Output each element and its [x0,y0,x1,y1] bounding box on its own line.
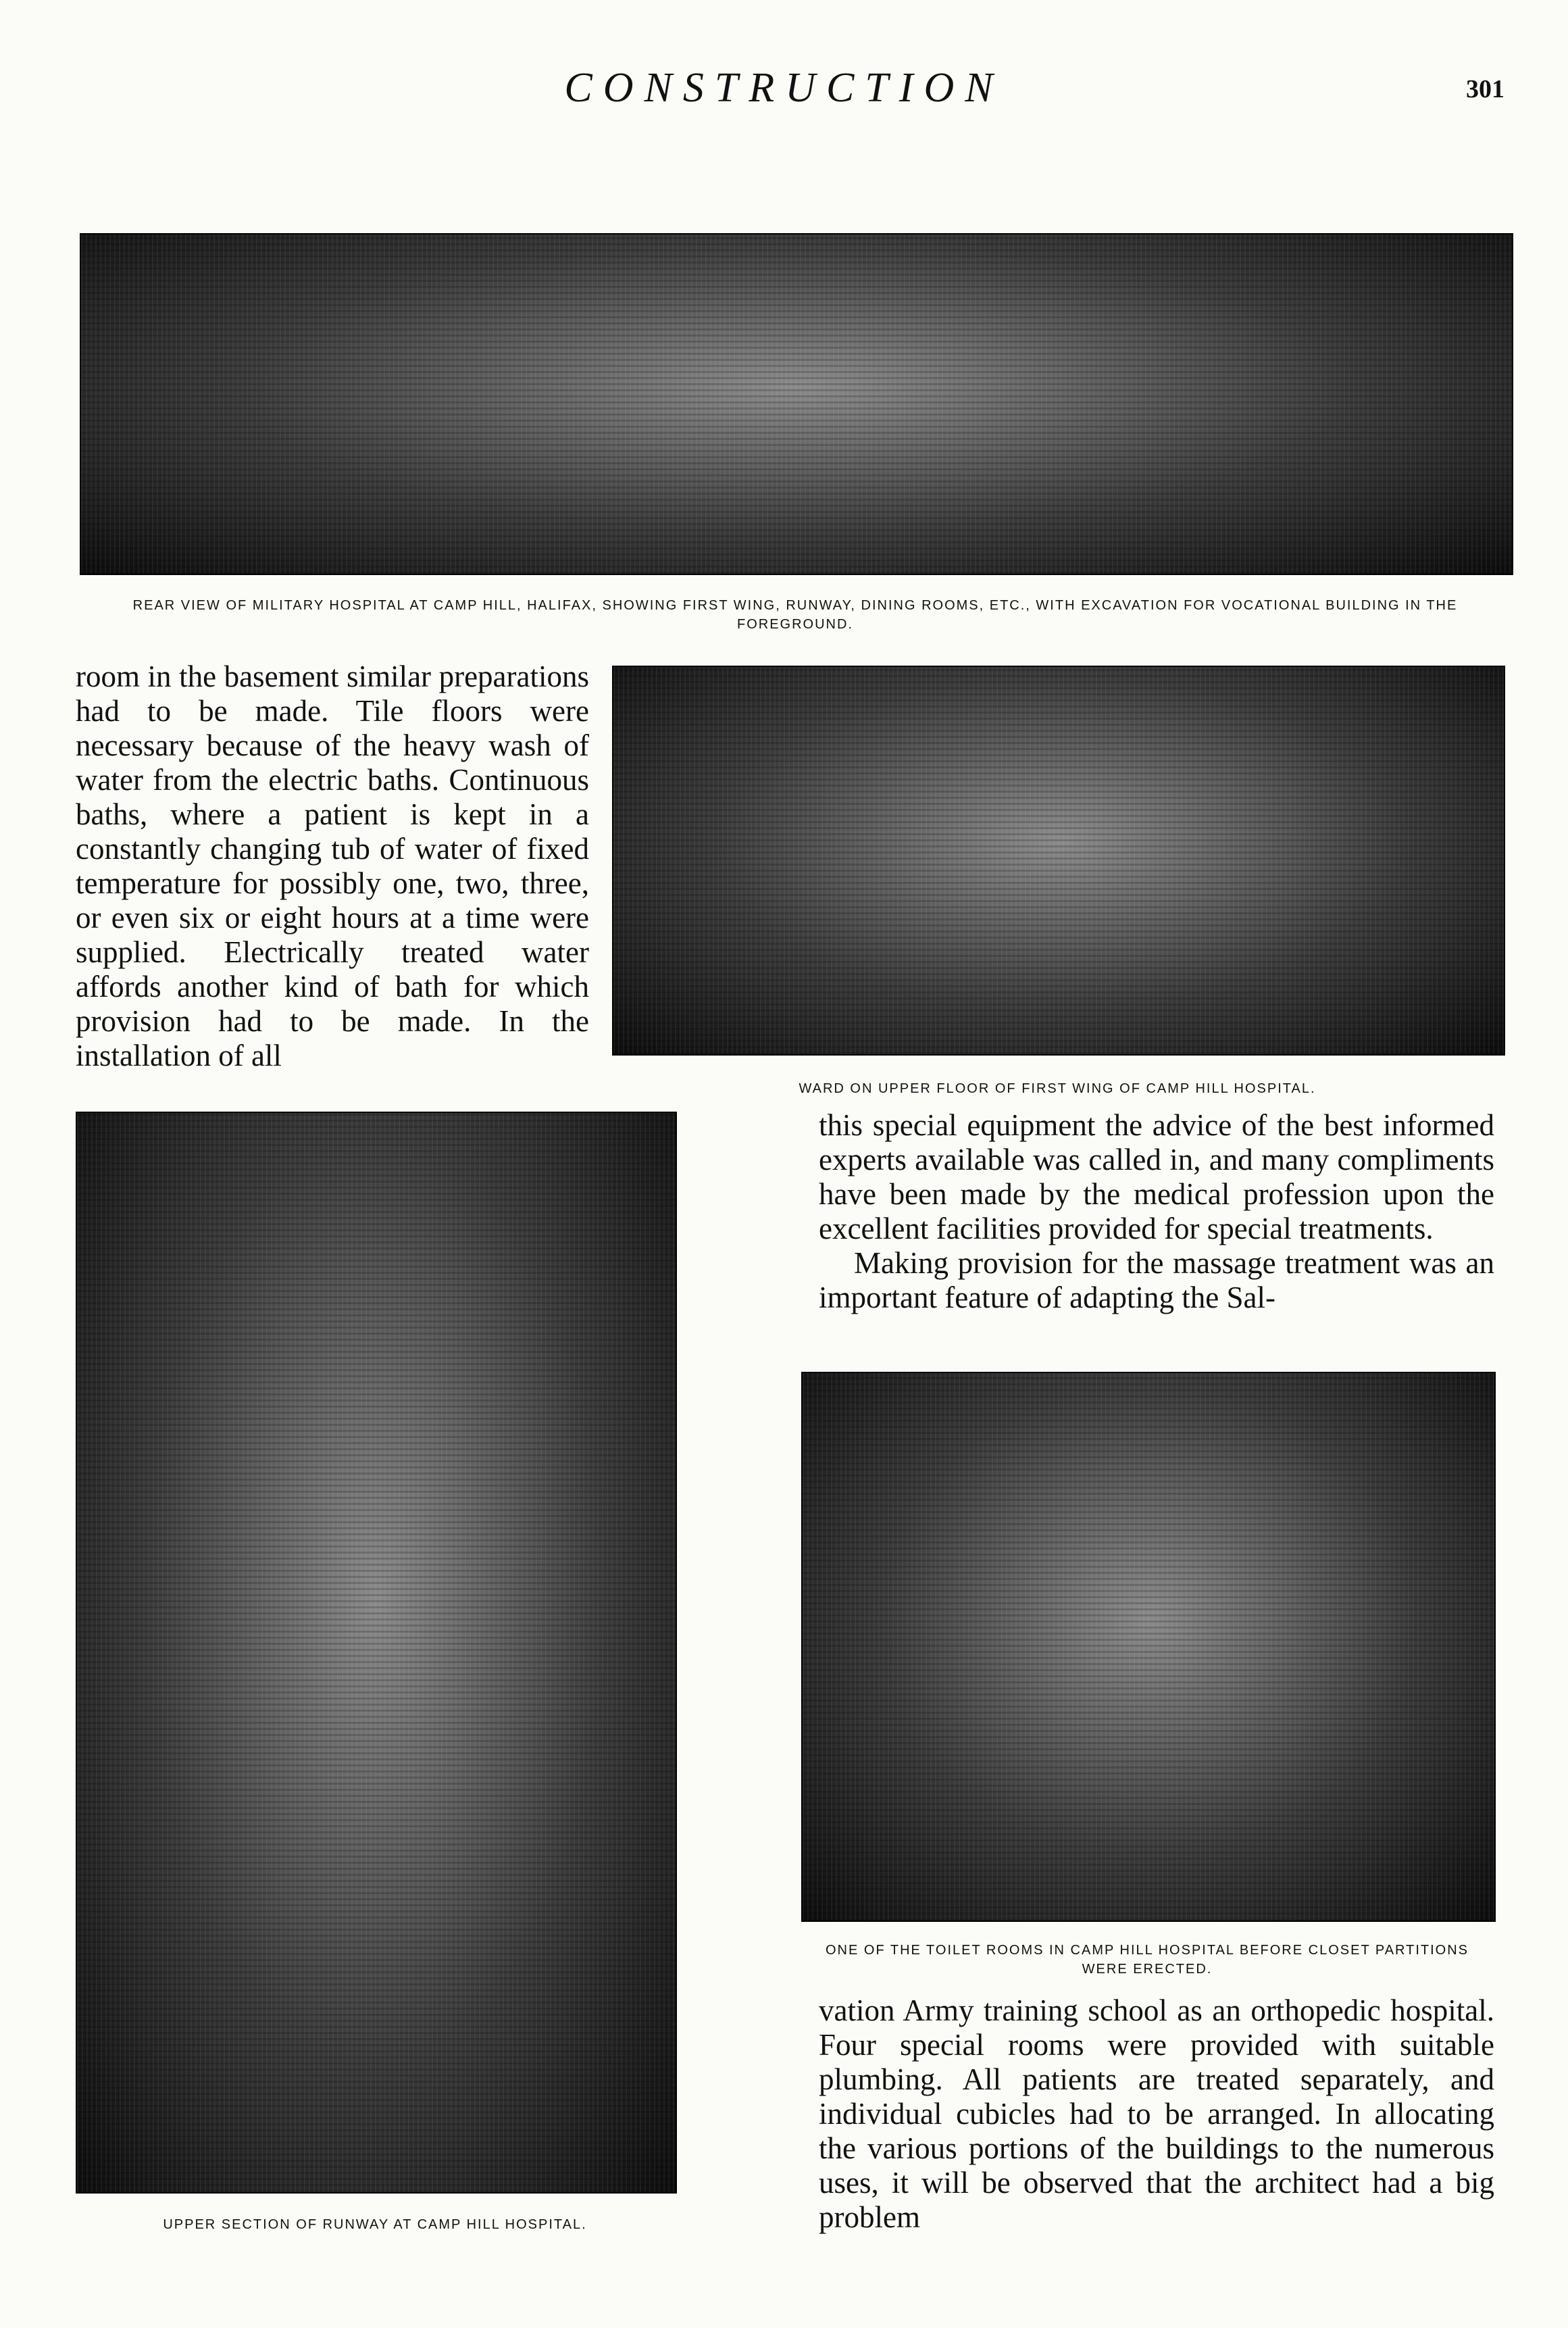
body-text-column-1 [76,660,589,1073]
paragraph: this special equipment the advice of the best informed experts available was called in, and many compliments have been made by the medical profession upon the excellent facilities provided for special treatments. [819,1108,1494,1245]
photo-hospital-rear-view [80,233,1513,575]
running-header-title: CONSTRUCTION [564,65,1004,111]
paragraph: vation Army training school as an orthopedic hospital. Four special rooms were provided with suitable plumbing. All patients are treated separately, and individual cubicles had to be arranged. In allocating the various portions of the buildings to the numerous uses, it will be observed that the architect had a big problem [819,1993,1494,2234]
photo-caption-toilet-room: ONE OF THE TOILET ROOMS IN CAMP HILL HOSPITAL BEFORE CLOSET PARTITIONS WERE ERECTED. [825,1943,1469,1977]
photo-toilet-room [801,1372,1496,1922]
photo-runway-upper-section [76,1112,677,2194]
photo-caption-runway: UPPER SECTION OF RUNWAY AT CAMP HILL HOSPITAL. [163,2217,587,2232]
photo-ward-upper-floor [612,666,1505,1056]
body-text-column-3 [819,1993,1494,2235]
body-text-column-2 [819,1108,1494,1315]
paragraph: Making provision for the massage treatment was an important feature of adapting the Sal- [819,1246,1494,1314]
photo-caption-rear-view: REAR VIEW OF MILITARY HOSPITAL AT CAMP HILL, HALIFAX, SHOWING FIRST WING, RUNWAY, DINING ROOMS, ETC., WITH EXCAVATION FOR VOCATIONAL BUILDING IN THE FOREGROUND. [132,598,1458,632]
paragraph: room in the basement similar preparations had to be made. Tile floors were necessary because of the heavy wash of water from the electric baths. Continuous baths, where a patient is kept in a constantly changing tub of water of fixed temperature for possibly one, two, three, or even six or eight hours at a time were supplied. Electrically treated water affords another kind of bath for which provision had to be made. In the installation of all [76,660,589,1072]
page-number: 301 [1466,75,1504,103]
photo-caption-ward: WARD ON UPPER FLOOR OF FIRST WING OF CAMP HILL HOSPITAL. [799,1081,1316,1096]
